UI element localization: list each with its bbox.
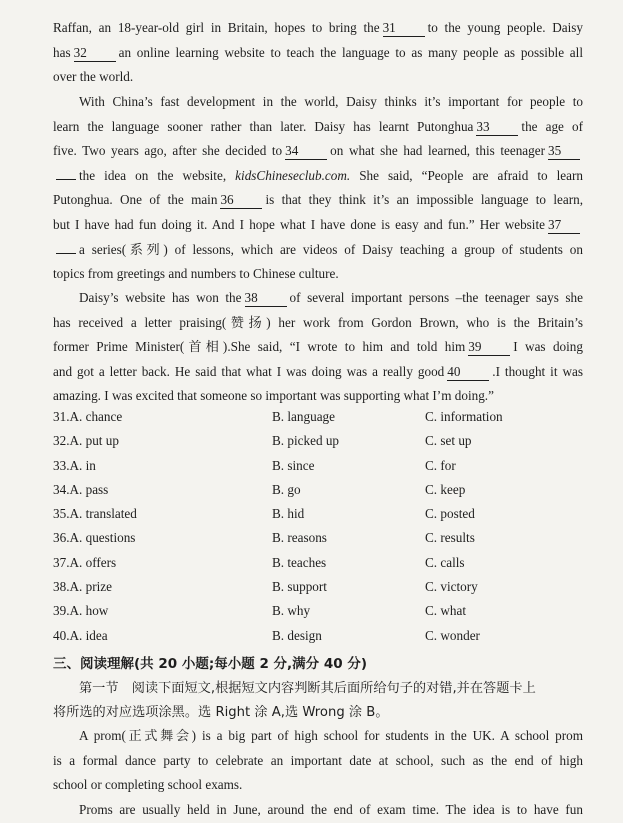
text-line: With China’s fast development in the world, Daisy thinks it’s important for people to: [79, 94, 583, 109]
option-row: [53, 625, 583, 649]
text: has: [53, 44, 71, 60]
text: learn the language sooner rather than later. Daisy has learnt Putonghua: [53, 118, 474, 134]
option-b[interactable]: B. go: [272, 481, 301, 497]
option-b[interactable]: B. teaches: [272, 554, 327, 570]
option-c[interactable]: C. set up: [425, 433, 472, 449]
option-a[interactable]: 39.A. how: [53, 603, 109, 619]
option-a[interactable]: 38.A. prize: [53, 579, 112, 595]
text-line: [53, 41, 583, 66]
text-line: Proms are usually held in June, around the end of exam time. The idea is to have fun: [79, 801, 583, 817]
text-line: over the world.: [53, 69, 134, 85]
option-row: [53, 406, 583, 430]
blank-40: 40: [447, 364, 489, 381]
text-line: [53, 188, 583, 213]
option-a[interactable]: 31.A. chance: [53, 409, 123, 424]
text: of several important persons –the teenager says she: [289, 290, 583, 305]
option-a[interactable]: 32.A. put up: [53, 433, 119, 449]
blank-34: 34: [285, 143, 327, 160]
text: the idea on the website,: [79, 167, 227, 183]
text-line: [53, 360, 583, 385]
option-c[interactable]: C. results: [425, 530, 475, 546]
text: the age of: [521, 118, 583, 134]
text: Raffan, an 18-year-old girl in Britain, hopes to bring the: [53, 20, 380, 35]
passage-paragraph-4: [53, 724, 583, 822]
option-b[interactable]: B. hid: [272, 506, 305, 522]
option-b[interactable]: B. support: [272, 579, 327, 595]
option-row: [53, 576, 583, 600]
option-c[interactable]: C. information: [425, 409, 503, 424]
text-line: [53, 238, 583, 263]
passage-paragraph-3: [53, 286, 583, 409]
option-a[interactable]: 40.A. idea: [53, 627, 108, 643]
text: an online learning website to teach the language to as many people as possible all: [118, 44, 583, 60]
passage-paragraph-1: [53, 16, 583, 90]
text: .I thought it was: [492, 363, 583, 379]
option-row: [53, 552, 583, 576]
text: but I have had fun doing it. And I hope what I have done is easy and fun.” Her website: [53, 216, 545, 232]
text-line: [53, 213, 583, 238]
text: I was doing: [513, 339, 583, 355]
blank-33: 33: [476, 119, 518, 136]
text-line: has received a letter praising(赞扬) her work from Gordon Brown, who is the Britain’s: [53, 314, 583, 330]
option-c[interactable]: C. posted: [425, 506, 475, 522]
text: five. Two years ago, after she decided to: [53, 143, 283, 159]
text-line: [53, 335, 583, 360]
option-row: [53, 455, 583, 479]
text: former Prime Minister(首相).She said, “I wrote to him and told him: [53, 339, 466, 355]
text-line: [53, 286, 583, 311]
blank-38: 38: [245, 290, 287, 307]
option-a[interactable]: 35.A. translated: [53, 506, 137, 522]
option-b[interactable]: B. reasons: [272, 530, 327, 546]
option-c[interactable]: C. for: [425, 457, 456, 473]
blank-32: 32: [74, 45, 116, 62]
blank-39: 39: [468, 339, 510, 356]
text-line: [53, 16, 583, 41]
text: to the young people. Daisy: [427, 20, 583, 35]
text: is that they think it’s an impossible language to learn,: [265, 192, 583, 208]
text-line: [53, 139, 583, 164]
text: and got a letter back. He said that what I was doing was a really good: [53, 363, 445, 379]
text: a series(系列) of lessons, which are videos of Daisy teaching a group of students on: [79, 241, 583, 257]
blank-31: 31: [383, 20, 425, 37]
text-line: [53, 115, 583, 140]
blank-36: 36: [220, 192, 262, 209]
option-a[interactable]: 37.A. offers: [53, 554, 117, 570]
text-line: is a formal dance party to celebrate an important date at school, such as the end of high: [53, 752, 583, 768]
option-a[interactable]: 33.A. in: [53, 457, 96, 473]
text-line: school or completing school exams.: [53, 777, 243, 792]
section-heading: 三、阅读理解(共 20 小题;每小题 2 分,满分 40 分): [53, 656, 368, 672]
option-a[interactable]: 36.A. questions: [53, 530, 136, 546]
passage-paragraph-2: [53, 90, 583, 287]
option-b[interactable]: B. why: [272, 603, 311, 619]
text-line: amazing. I was excited that someone so important was supporting what I’m doing.”: [53, 388, 494, 404]
option-c[interactable]: C. wonder: [425, 627, 480, 643]
option-row: [53, 503, 583, 527]
option-row: [53, 527, 583, 551]
instruction-line: 第一节 阅读下面短文,根据短文内容判断其后面所给句子的对错,并在答题卡上: [79, 681, 536, 696]
instructions: [53, 677, 583, 724]
option-c[interactable]: C. victory: [425, 579, 478, 595]
option-c[interactable]: C. keep: [425, 481, 466, 497]
option-row: [53, 430, 583, 454]
blank-35: 35: [548, 143, 580, 160]
option-row: [53, 600, 583, 624]
text-line: topics from greetings and numbers to Chinese culture.: [53, 266, 339, 282]
option-b[interactable]: B. language: [272, 409, 335, 424]
website-name: kidsChineseclub.com.: [235, 167, 351, 183]
blank-35-tail: [56, 179, 76, 180]
text: Daisy’s website has won the: [79, 290, 242, 305]
option-c[interactable]: C. calls: [425, 554, 465, 570]
blank-37-tail: [56, 253, 76, 254]
option-c[interactable]: C. what: [425, 603, 467, 619]
option-b[interactable]: B. design: [272, 627, 322, 643]
text: on what she had learned, this teenager: [330, 143, 545, 159]
blank-37: 37: [548, 217, 580, 234]
text-line: A prom(正式舞会) is a big part of high school for students in the UK. A school prom: [79, 728, 583, 743]
option-a[interactable]: 34.A. pass: [53, 481, 109, 497]
text: She said, “People are afraid to learn: [359, 167, 583, 183]
option-b[interactable]: B. picked up: [272, 433, 340, 449]
options-list: [53, 406, 583, 649]
text: Putonghua. One of the main: [53, 192, 218, 208]
instruction-line: 将所选的对应选项涂黑。选 Right 涂 A,选 Wrong 涂 B。: [53, 704, 389, 720]
option-row: [53, 479, 583, 503]
text-line: [53, 164, 583, 189]
option-b[interactable]: B. since: [272, 457, 315, 473]
